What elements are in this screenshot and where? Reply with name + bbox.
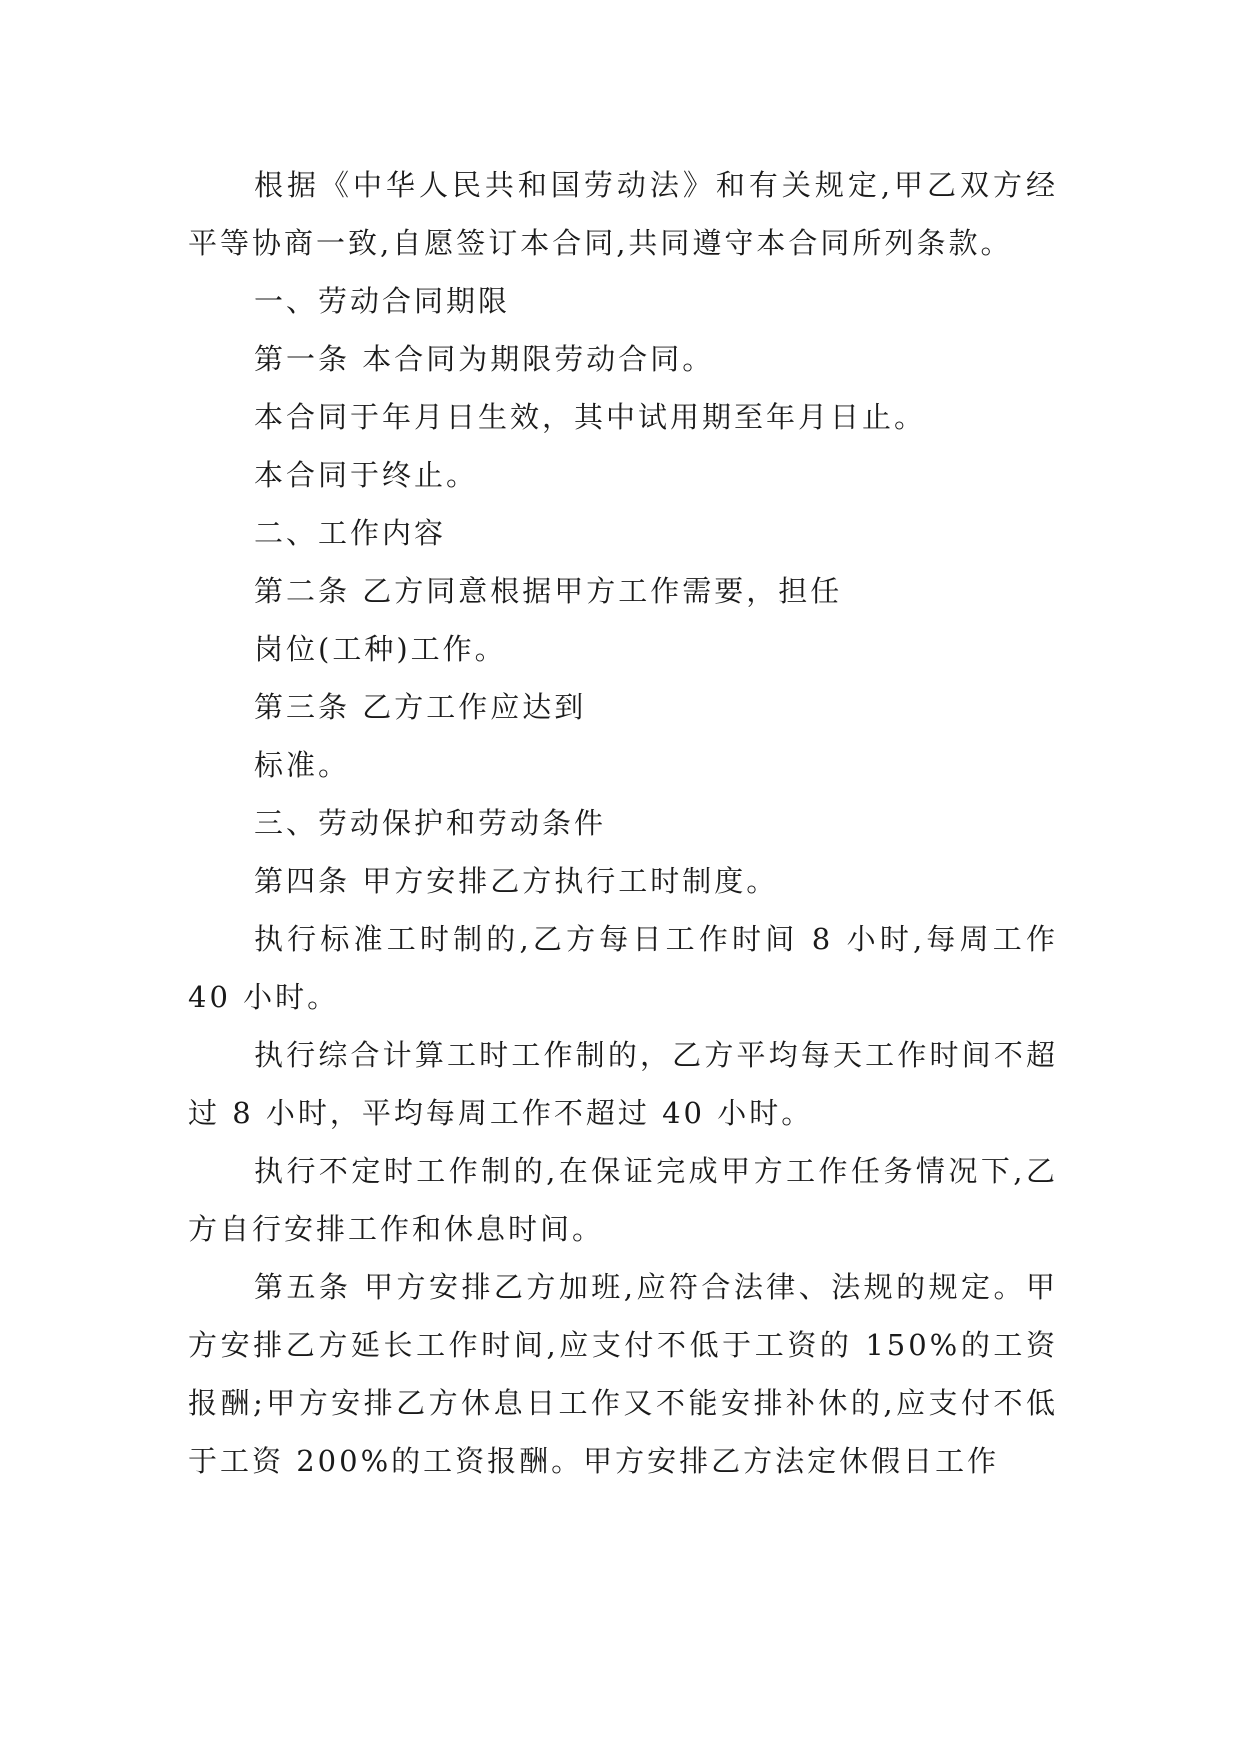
article-4: 第四条 甲方安排乙方执行工时制度。	[254, 864, 779, 898]
section-heading-work-content: 二、工作内容	[254, 516, 447, 550]
section-heading-contract-term: 一、劳动合同期限	[254, 284, 511, 318]
paragraph-comprehensive-hours: 执行综合计算工时工作制的，乙方平均每天工作时间不超过 8 小时，平均每周工作不超过 40 小时。	[188, 1038, 1058, 1130]
document-body	[188, 156, 1058, 1490]
article-5: 第五条 甲方安排乙方加班,应符合法律、法规的规定。甲方安排乙方延长工作时间,应支付不低于工资的 150%的工资报酬;甲方安排乙方休息日工作又不能安排补休的,应支付不低于工资 200%的工资报酬。甲方安排乙方法定休假日工作	[188, 1270, 1058, 1478]
paragraph-standard-hours: 执行标准工时制的,乙方每日工作时间 8 小时,每周工作 40 小时。	[188, 922, 1058, 1014]
article-1: 第一条 本合同为期限劳动合同。	[254, 342, 715, 376]
paragraph-effective-date: 本合同于年月日生效，其中试用期至年月日止。	[254, 400, 927, 434]
paragraph-flexible-hours: 执行不定时工作制的,在保证完成甲方工作任务情况下,乙方自行安排工作和休息时间。	[188, 1154, 1058, 1246]
paragraph-position: 岗位(工种)工作。	[254, 632, 507, 666]
paragraph-preamble: 根据《中华人民共和国劳动法》和有关规定,甲乙双方经平等协商一致,自愿签订本合同,共同遵守本合同所列条款。	[188, 168, 1058, 260]
article-2: 第二条 乙方同意根据甲方工作需要，担任	[254, 574, 843, 608]
article-3: 第三条 乙方工作应达到	[254, 690, 587, 724]
paragraph-termination: 本合同于终止。	[254, 458, 479, 492]
section-heading-labor-protection: 三、劳动保护和劳动条件	[254, 806, 607, 840]
paragraph-standard: 标准。	[254, 748, 351, 782]
